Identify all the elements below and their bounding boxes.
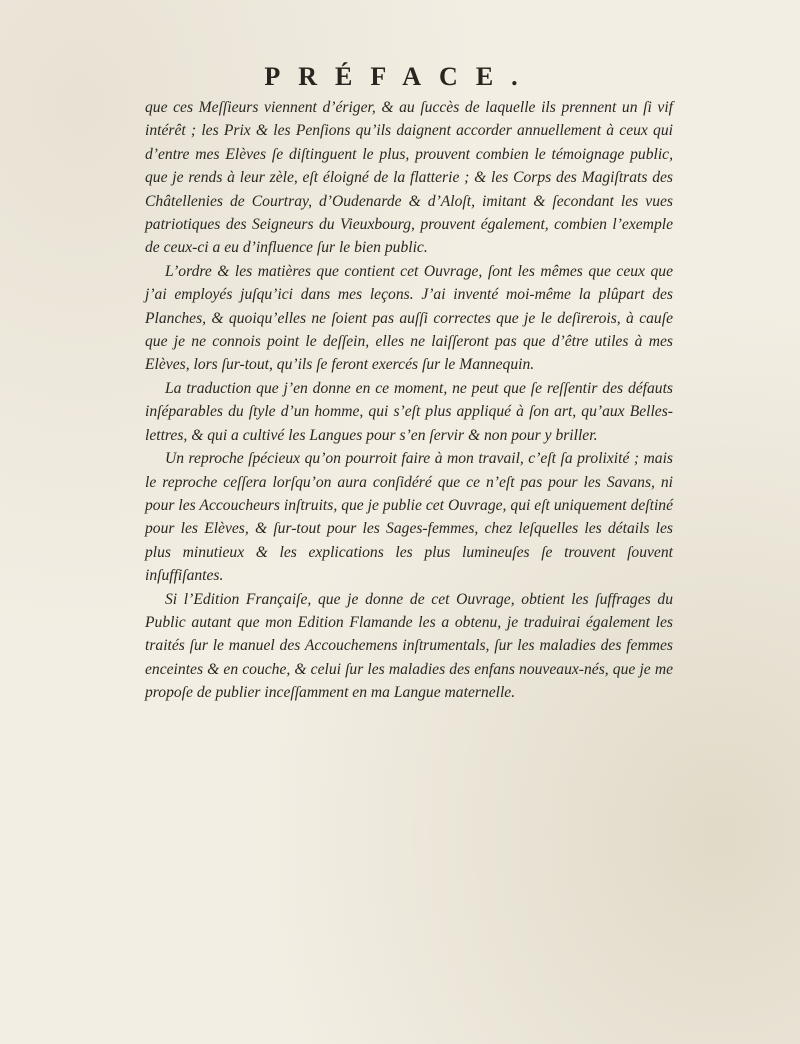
body-text (145, 96, 673, 705)
paragraph-4: Un reproche ſpécieux qu’on pourroit faire à mon travail, c’eſt ſa prolixité ; mais le reproche ceſſera lorſqu’on aura conſidéré que ce n’eſt pas pour les Savans, ni pour les Accoucheurs inſtruits, que je publie cet Ouvrage, qui eſt uniquement deſtiné pour les Elèves, & ſur-tout pour les Sages-femmes, chez leſquelles les détails les plus minutieux & les explications les plus lumineuſes ſe trouvent ſouvent inſuffiſantes. (145, 450, 673, 585)
paragraph-2: L’ordre & les matières que contient cet Ouvrage, ſont les mêmes que ceux que j’ai employés juſqu’ici dans mes leçons. J’ai inventé moi-même la plûpart des Planches, & quoiqu’elles ne ſoient pas auſſi correctes que je le deſirerois, à cauſe que je ne connois point le deſſein, elles ne laiſſeront pas que d’être utiles à mes Elèves, lors ſur-tout, qu’ils ſe feront exercés ſur le Mannequin. (145, 262, 673, 374)
paragraph-5: Si l’Edition Françaiſe, que je donne de cet Ouvrage, obtient les ſuffrages du Public autant que mon Edition Flamande les a obtenu, je traduirai également les traités ſur le manuel des Accouchemens inſtrumentals, ſur les maladies des femmes enceintes & en couche, & celui ſur les maladies des enfans nouveaux-nés, que je me propoſe de publier inceſſamment en ma Langue maternelle. (145, 590, 673, 702)
running-title: PRÉFACE. (264, 62, 536, 91)
paragraph-1: que ces Meſſieurs viennent d’ériger, & au ſuccès de laquelle ils prennent un ſi vif intérêt ; les Prix & les Penſions qu’ils daignent accorder annuellement à ceux qui d’entre mes Elèves ſe diſtinguent le plus, prouvent combien le témoignage public, que je rends à leur zèle, eſt éloigné de la flatterie ; & les Corps des Magiſtrats des Châtellenies de Courtray, d’Oudenarde & d’Aloſt, imitant & ſecondant les vues patriotiques des Seigneurs du Vieuxbourg, prouvent également, combien l’exemple de ceux-ci a eu d’influence ſur le bien public. (145, 99, 673, 257)
paragraph-3: La traduction que j’en donne en ce moment, ne peut que ſe reſſentir des défauts inſéparables du ſtyle d’un homme, qui s’eſt plus appliqué à ſon art, qu’aux Belles-lettres, & qui a cultivé les Langues pour s’en ſervir & non pour y briller. (145, 379, 673, 444)
